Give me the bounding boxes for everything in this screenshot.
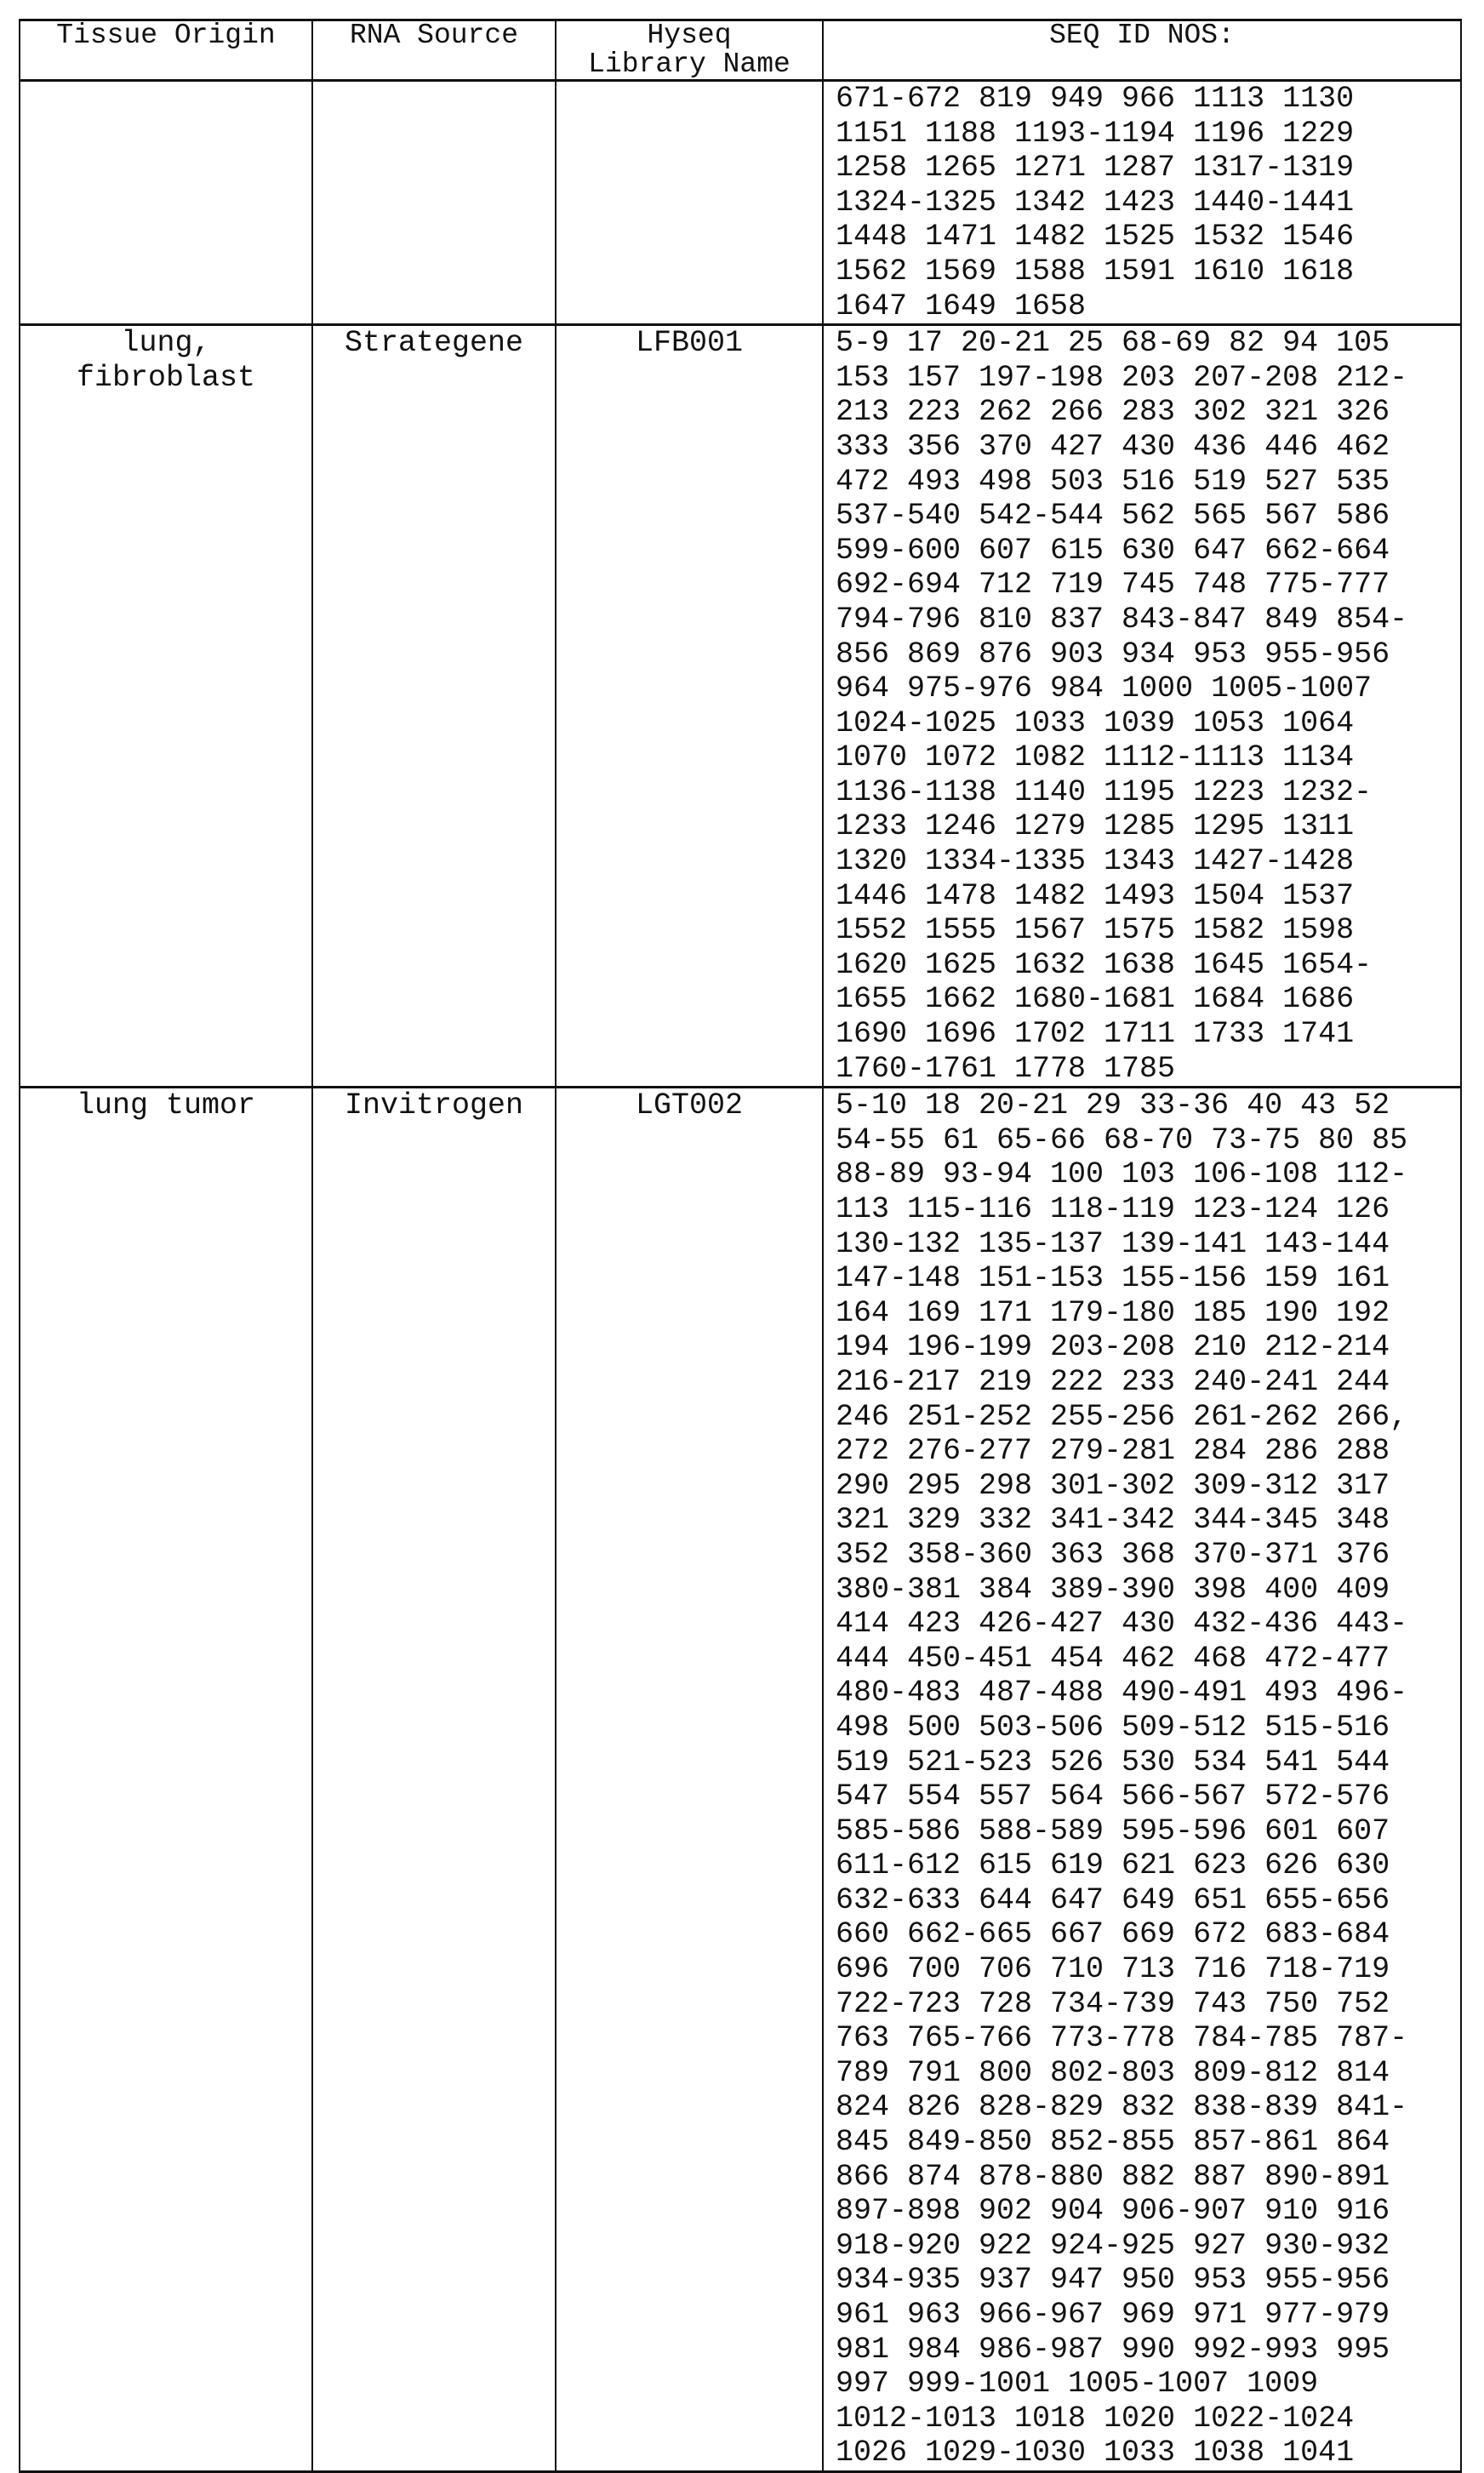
seq-id-line: 660 662-665 667 669 672 683-684 <box>836 1917 1460 1952</box>
seq-id-line: 519 521-523 526 530 534 541 544 <box>836 1745 1460 1780</box>
seq-id-line: 1446 1478 1482 1493 1504 1537 <box>836 879 1460 914</box>
header-library-name-line2: Library Name <box>556 50 822 79</box>
seq-id-line: 1024-1025 1033 1039 1053 1064 <box>836 706 1460 741</box>
header-library-name <box>556 20 823 81</box>
seq-id-line: 585-586 588-589 595-596 601 607 <box>836 1814 1460 1849</box>
seq-id-line: 480-483 487-488 490-491 493 496- <box>836 1676 1460 1711</box>
tissue-origin-cell <box>20 81 312 325</box>
seq-id-line: 866 874 878-880 882 887 890-891 <box>836 2160 1460 2195</box>
seq-id-line: 961 963 966-967 969 971 977-979 <box>836 2298 1460 2333</box>
seq-id-line: 1620 1625 1632 1638 1645 1654- <box>836 948 1460 983</box>
seq-id-line: 272 276-277 279-281 284 286 288 <box>836 1434 1460 1469</box>
seq-id-line: 845 849-850 852-855 857-861 864 <box>836 2125 1460 2160</box>
seq-id-line: 1647 1649 1658 <box>836 289 1460 324</box>
seq-id-line: 153 157 197-198 203 207-208 212- <box>836 361 1460 396</box>
seq-id-line: 1760-1761 1778 1785 <box>836 1052 1460 1087</box>
seq-id-cell <box>823 81 1461 325</box>
table-row <box>20 1088 1461 2472</box>
seq-id-line: 1070 1072 1082 1112-1113 1134 <box>836 740 1460 775</box>
seq-id-line: 537-540 542-544 562 565 567 586 <box>836 499 1460 534</box>
table-row <box>20 325 1461 1088</box>
seq-id-line: 216-217 219 222 233 240-241 244 <box>836 1365 1460 1400</box>
seq-id-line: 918-920 922 924-925 927 930-932 <box>836 2229 1460 2264</box>
seq-id-line: 824 826 828-829 832 838-839 841- <box>836 2090 1460 2125</box>
seq-id-line: 856 869 876 903 934 953 955-956 <box>836 637 1460 672</box>
seq-id-line: 1448 1471 1482 1525 1532 1546 <box>836 220 1460 254</box>
seq-id-line: 1655 1662 1680-1681 1684 1686 <box>836 982 1460 1017</box>
seq-id-line: 696 700 706 710 713 716 718-719 <box>836 1952 1460 1987</box>
seq-id-line: 1690 1696 1702 1711 1733 1741 <box>836 1017 1460 1052</box>
seq-id-line: 5-10 18 20-21 29 33-36 40 43 52 <box>836 1088 1460 1123</box>
seq-id-line: 1151 1188 1193-1194 1196 1229 <box>836 117 1460 151</box>
seq-id-line: 130-132 135-137 139-141 143-144 <box>836 1227 1460 1262</box>
seq-id-line: 671-672 819 949 966 1113 1130 <box>836 82 1460 117</box>
library-name-cell: LGT002 <box>556 1088 823 2472</box>
seq-id-line: 1136-1138 1140 1195 1223 1232- <box>836 775 1460 810</box>
library-name-cell: LFB001 <box>556 325 823 1088</box>
seq-id-line: 611-612 615 619 621 623 626 630 <box>836 1848 1460 1883</box>
seq-id-line: 599-600 607 615 630 647 662-664 <box>836 534 1460 568</box>
seq-id-line: 213 223 262 266 283 302 321 326 <box>836 395 1460 430</box>
seq-id-table <box>19 19 1462 2473</box>
header-tissue-origin: Tissue Origin <box>20 20 312 81</box>
seq-id-line: 1552 1555 1567 1575 1582 1598 <box>836 913 1460 948</box>
header-row <box>20 20 1461 81</box>
seq-id-line: 1320 1334-1335 1343 1427-1428 <box>836 844 1460 879</box>
seq-id-line: 1562 1569 1588 1591 1610 1618 <box>836 254 1460 289</box>
seq-id-line: 1233 1246 1279 1285 1295 1311 <box>836 809 1460 844</box>
seq-id-line: 5-9 17 20-21 25 68-69 82 94 105 <box>836 326 1460 361</box>
tissue-origin-cell <box>20 1088 312 2472</box>
library-name-cell <box>556 81 823 325</box>
seq-id-line: 632-633 644 647 649 651 655-656 <box>836 1883 1460 1918</box>
seq-id-line: 246 251-252 255-256 261-262 266, <box>836 1400 1460 1435</box>
seq-id-line: 897-898 902 904 906-907 910 916 <box>836 2194 1460 2229</box>
rna-source-cell: Strategene <box>312 325 556 1088</box>
tissue-origin-cell <box>20 325 312 1088</box>
seq-id-line: 722-723 728 734-739 743 750 752 <box>836 1987 1460 2022</box>
seq-id-line: 380-381 384 389-390 398 400 409 <box>836 1573 1460 1608</box>
seq-id-line: 321 329 332 341-342 344-345 348 <box>836 1503 1460 1538</box>
rna-source-cell <box>312 81 556 325</box>
seq-id-line: 1258 1265 1271 1287 1317-1319 <box>836 151 1460 186</box>
tissue-origin-line: lung, <box>20 326 311 361</box>
seq-id-line: 147-148 151-153 155-156 159 161 <box>836 1261 1460 1296</box>
rna-source-cell: Invitrogen <box>312 1088 556 2472</box>
seq-id-line: 1026 1029-1030 1033 1038 1041 <box>836 2436 1460 2470</box>
table-row <box>20 81 1461 325</box>
seq-id-line: 472 493 498 503 516 519 527 535 <box>836 465 1460 500</box>
seq-id-line: 763 765-766 773-778 784-785 787- <box>836 2021 1460 2056</box>
seq-id-line: 1012-1013 1018 1020 1022-1024 <box>836 2402 1460 2436</box>
seq-id-line: 414 423 426-427 430 432-436 443- <box>836 1607 1460 1642</box>
seq-id-line: 789 791 800 802-803 809-812 814 <box>836 2056 1460 2091</box>
header-seq-id-nos: SEQ ID NOS: <box>823 20 1461 81</box>
seq-id-line: 113 115-116 118-119 123-124 126 <box>836 1192 1460 1227</box>
seq-id-cell <box>823 1088 1461 2472</box>
seq-id-line: 352 358-360 363 368 370-371 376 <box>836 1538 1460 1573</box>
seq-id-line: 164 169 171 179-180 185 190 192 <box>836 1296 1460 1331</box>
tissue-origin-line: lung tumor <box>20 1088 311 1123</box>
seq-id-line: 794-796 810 837 843-847 849 854- <box>836 603 1460 637</box>
seq-id-line: 194 196-199 203-208 210 212-214 <box>836 1330 1460 1365</box>
seq-id-line: 54-55 61 65-66 68-70 73-75 80 85 <box>836 1123 1460 1158</box>
seq-id-line: 444 450-451 454 462 468 472-477 <box>836 1642 1460 1676</box>
tissue-origin-line: fibroblast <box>20 361 311 396</box>
header-library-name-line1: Hyseq <box>556 21 822 50</box>
seq-id-line: 964 975-976 984 1000 1005-1007 <box>836 671 1460 706</box>
seq-id-line: 981 984 986-987 990 992-993 995 <box>836 2333 1460 2367</box>
seq-id-line: 333 356 370 427 430 436 446 462 <box>836 430 1460 465</box>
seq-id-line: 88-89 93-94 100 103 106-108 112- <box>836 1157 1460 1192</box>
seq-id-line: 1324-1325 1342 1423 1440-1441 <box>836 186 1460 220</box>
seq-id-line: 997 999-1001 1005-1007 1009 <box>836 2367 1460 2402</box>
seq-id-line: 692-694 712 719 745 748 775-777 <box>836 568 1460 603</box>
seq-id-line: 547 554 557 564 566-567 572-576 <box>836 1779 1460 1814</box>
seq-id-line: 290 295 298 301-302 309-312 317 <box>836 1469 1460 1504</box>
seq-id-line: 498 500 503-506 509-512 515-516 <box>836 1711 1460 1745</box>
seq-id-cell <box>823 325 1461 1088</box>
header-rna-source: RNA Source <box>312 20 556 81</box>
seq-id-line: 934-935 937 947 950 953 955-956 <box>836 2263 1460 2298</box>
